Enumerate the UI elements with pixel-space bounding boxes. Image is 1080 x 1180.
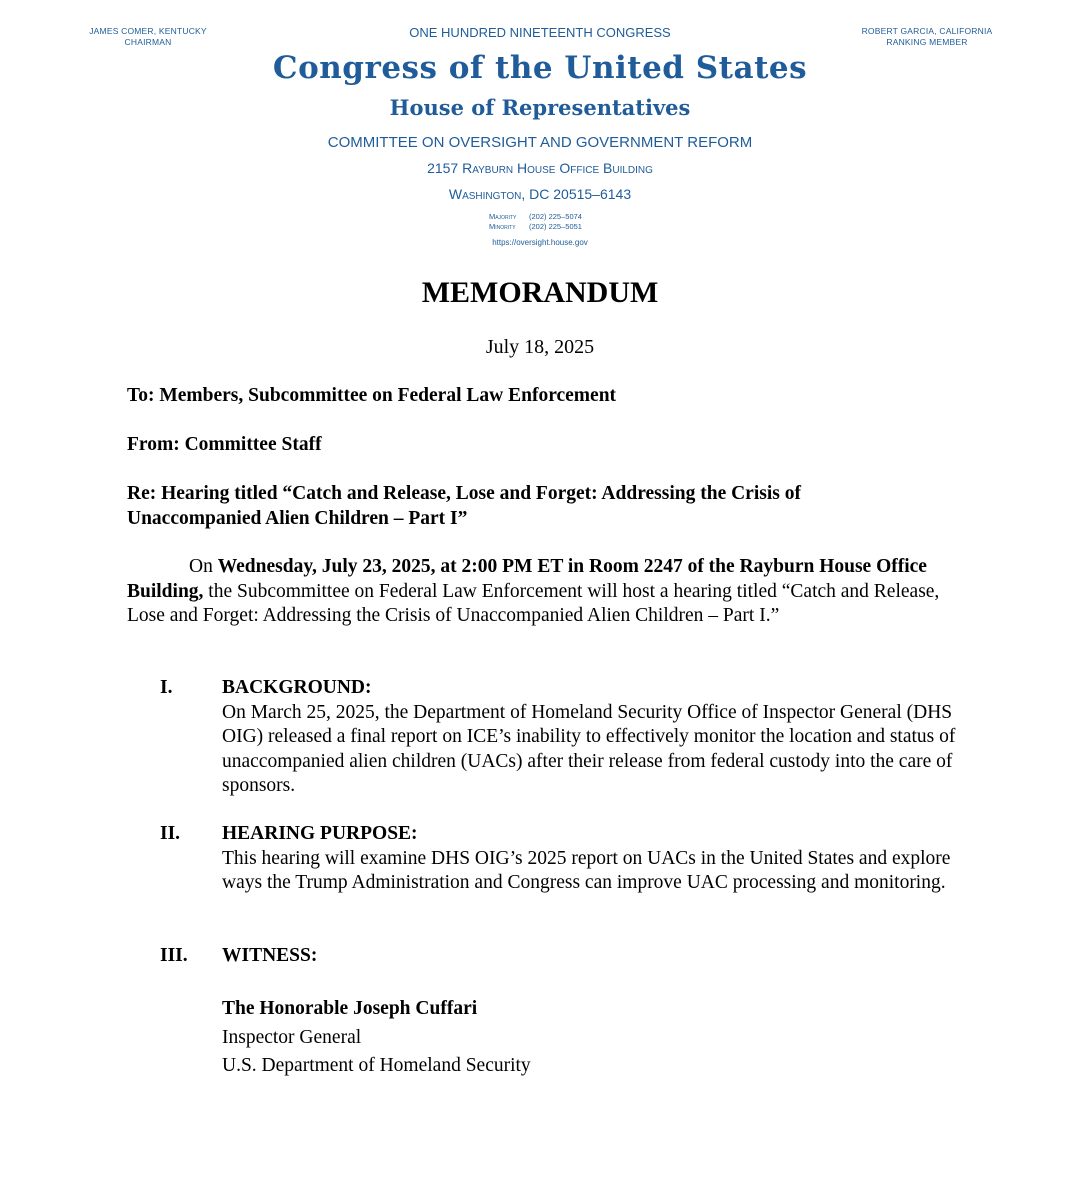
committee-name: COMMITTEE ON OVERSIGHT AND GOVERNMENT REFORM — [327, 134, 753, 151]
memo-to: To: Members, Subcommittee on Federal Law Enforcement — [127, 385, 617, 406]
intro-paragraph — [127, 555, 962, 629]
minority-label: Minority — [489, 222, 516, 231]
section-1-body: On March 25, 2025, the Department of Homeland Security Office of Inspector General (DHS OIG) released a final report on ICE’s inability to effectively monitor the location and status of unaccompanied alien children (UACs) after their release from federal custody into the care of sponsors. — [222, 701, 956, 796]
congress-number: ONE HUNDRED NINETEENTH CONGRESS — [409, 25, 671, 40]
majority-phone: (202) 225–5074 — [529, 212, 582, 221]
section-1-number: I. — [160, 677, 173, 698]
minority-phone-row — [489, 222, 582, 232]
witness-name: The Honorable Joseph Cuffari — [222, 998, 478, 1019]
section-2-body: This hearing will examine DHS OIG’s 2025 report on UACs in the United States and explore ways the Trump Administration and Congress can improve UAC processing and monitoring. — [222, 847, 951, 893]
address-line-2: Washington, DC 20515–6143 — [448, 186, 632, 202]
intro-on: On — [189, 556, 218, 577]
section-3-heading: WITNESS: — [222, 945, 318, 966]
section-1-heading: BACKGROUND: — [222, 677, 372, 698]
memo-date: July 18, 2025 — [485, 336, 595, 358]
witness-title: Inspector General — [222, 1026, 362, 1048]
memo-re — [127, 482, 957, 531]
ranking-member-title: RANKING MEMBER — [886, 37, 968, 47]
minority-phone: (202) 225–5051 — [529, 222, 582, 231]
memo-re-line-2: Unaccompanied Alien Children – Part I” — [127, 507, 468, 529]
ranking-member-name: ROBERT GARCIA, CALIFORNIA — [861, 26, 993, 36]
section-2-number: II. — [160, 823, 181, 844]
witness-organization: U.S. Department of Homeland Security — [222, 1055, 531, 1076]
section-2-heading: HEARING PURPOSE: — [222, 823, 418, 844]
intro-rest: the Subcommittee on Federal Law Enforcement will host a hearing titled “Catch and Release, Lose and Forget: Addressing the Crisis of Unaccompanied Alien Children – Part I.” — [127, 580, 940, 626]
chairman-title: CHAIRMAN — [124, 37, 172, 47]
intro-bold: Wednesday, July 23, 2025, at 2:00 PM ET in Room 2247 of the Rayburn House Office Building, — [127, 556, 927, 602]
memo-re-line-1: Re: Hearing titled “Catch and Release, Lose and Forget: Addressing the Crisis of — [127, 483, 801, 504]
majority-label: Majority — [489, 212, 517, 221]
majority-phone-row — [489, 212, 582, 222]
address-line-1: 2157 Rayburn House Office Building — [427, 160, 653, 176]
congress-title: Congress of the United States — [272, 50, 808, 86]
memo-from: From: Committee Staff — [127, 434, 322, 455]
witness-block — [222, 997, 962, 1079]
section-3-number: III. — [160, 945, 188, 966]
phone-numbers — [489, 212, 582, 232]
memo-title: MEMORANDUM — [421, 276, 659, 309]
section-1 — [222, 676, 962, 799]
website-link[interactable]: https://oversight.house.gov — [492, 238, 588, 247]
chairman-name: JAMES COMER, KENTUCKY — [89, 26, 207, 36]
house-title: House of Representatives — [389, 95, 691, 120]
section-3 — [222, 944, 962, 969]
section-2 — [222, 822, 967, 896]
